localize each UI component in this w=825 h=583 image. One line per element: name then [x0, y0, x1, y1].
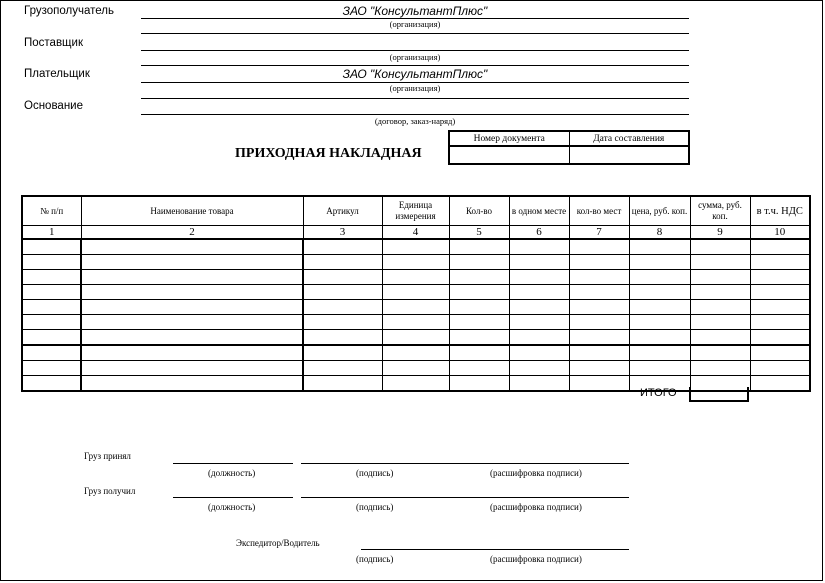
table-cell[interactable] — [629, 300, 690, 315]
col-header-num: № п/п — [22, 196, 81, 226]
col-number: 10 — [750, 226, 810, 240]
table-cell[interactable] — [303, 376, 382, 392]
col-number: 9 — [690, 226, 750, 240]
table-cell[interactable] — [303, 285, 382, 300]
table-cell[interactable] — [22, 270, 81, 285]
table-cell[interactable] — [303, 345, 382, 361]
driver-label: Экспедитор/Водитель — [236, 538, 320, 548]
table-row — [22, 239, 810, 255]
got-position-line[interactable] — [173, 497, 293, 498]
table-cell[interactable] — [81, 255, 303, 270]
table-cell[interactable] — [509, 255, 569, 270]
table-cell[interactable] — [22, 255, 81, 270]
received-signature-line[interactable] — [301, 463, 629, 464]
basis-label: Основание — [24, 100, 83, 112]
supplier-line-2 — [141, 65, 689, 66]
table-cell[interactable] — [382, 300, 449, 315]
table-cell[interactable] — [690, 239, 750, 255]
supplier-line — [141, 50, 689, 51]
table-cell[interactable] — [81, 345, 303, 361]
table-cell[interactable] — [509, 345, 569, 361]
page-title: ПРИХОДНАЯ НАКЛАДНАЯ — [235, 146, 422, 161]
supplier-label: Поставщик — [24, 37, 83, 49]
table-cell[interactable] — [81, 315, 303, 330]
table-cell[interactable] — [569, 300, 629, 315]
driver-signature-line[interactable] — [361, 549, 629, 550]
payer-hint: (организация) — [389, 83, 441, 93]
table-cell[interactable] — [629, 361, 690, 376]
got-position-hint: (должность) — [208, 502, 256, 512]
table-cell[interactable] — [509, 239, 569, 255]
table-cell[interactable] — [629, 315, 690, 330]
table-cell[interactable] — [509, 315, 569, 330]
table-cell[interactable] — [690, 315, 750, 330]
table-cell[interactable] — [303, 315, 382, 330]
payer-line-2 — [141, 98, 689, 99]
table-cell[interactable] — [449, 300, 509, 315]
total-label: ИТОГО — [640, 387, 677, 399]
col-header-vat: в т.ч. НДС — [750, 196, 810, 226]
received-position-hint: (должность) — [208, 468, 256, 478]
table-cell[interactable] — [449, 376, 509, 392]
table-cell[interactable] — [509, 285, 569, 300]
col-number: 5 — [449, 226, 509, 240]
basis-hint: (договор, заказ-наряд) — [374, 116, 456, 126]
col-number: 8 — [629, 226, 690, 240]
table-cell[interactable] — [449, 330, 509, 346]
col-header-places: кол-во мест — [569, 196, 629, 226]
table-cell[interactable] — [629, 255, 690, 270]
driver-signature-hint: (подпись) — [356, 554, 394, 564]
total-field[interactable] — [689, 387, 749, 402]
table-cell[interactable] — [449, 361, 509, 376]
consignee-line-2 — [141, 33, 689, 34]
table-cell[interactable] — [629, 270, 690, 285]
table-cell[interactable] — [690, 300, 750, 315]
column-numbers-row — [22, 226, 810, 240]
table-cell[interactable] — [22, 361, 81, 376]
table-cell[interactable] — [382, 330, 449, 346]
table-row — [22, 255, 810, 270]
table-cell[interactable] — [22, 239, 81, 255]
table-cell[interactable] — [22, 285, 81, 300]
payer-value[interactable]: ЗАО "КонсультантПлюс" — [342, 67, 488, 81]
table-cell[interactable] — [750, 239, 810, 255]
table-row — [22, 345, 810, 361]
table-cell[interactable] — [303, 255, 382, 270]
table-cell[interactable] — [569, 315, 629, 330]
table-cell[interactable] — [449, 239, 509, 255]
table-cell[interactable] — [81, 239, 303, 255]
table-cell[interactable] — [569, 285, 629, 300]
doc-info-table — [448, 130, 690, 165]
table-cell[interactable] — [81, 330, 303, 346]
table-cell[interactable] — [22, 330, 81, 346]
table-cell[interactable] — [81, 285, 303, 300]
table-row — [22, 361, 810, 376]
table-cell[interactable] — [449, 270, 509, 285]
table-cell[interactable] — [629, 345, 690, 361]
received-decode-hint: (расшифровка подписи) — [490, 468, 582, 478]
table-cell[interactable] — [449, 345, 509, 361]
table-cell[interactable] — [750, 361, 810, 376]
table-row — [22, 270, 810, 285]
table-cell[interactable] — [690, 345, 750, 361]
table-header-row — [22, 196, 810, 226]
table-cell[interactable] — [22, 315, 81, 330]
supplier-hint: (организация) — [389, 52, 441, 62]
table-cell[interactable] — [449, 255, 509, 270]
table-cell[interactable] — [750, 345, 810, 361]
table-cell[interactable] — [382, 285, 449, 300]
table-cell[interactable] — [22, 300, 81, 315]
table-cell[interactable] — [382, 345, 449, 361]
table-cell[interactable] — [303, 330, 382, 346]
table-row — [22, 300, 810, 315]
table-cell[interactable] — [303, 270, 382, 285]
col-header-name: Наименование товара — [81, 196, 303, 226]
got-signature-hint: (подпись) — [356, 502, 394, 512]
col-header-per-place: в одном месте — [509, 196, 569, 226]
consignee-hint: (организация) — [389, 19, 441, 29]
goods-table — [21, 195, 811, 392]
table-cell[interactable] — [382, 361, 449, 376]
payer-label: Плательщик — [24, 68, 90, 80]
col-number: 7 — [569, 226, 629, 240]
table-cell[interactable] — [750, 285, 810, 300]
got-decode-hint: (расшифровка подписи) — [490, 502, 582, 512]
table-cell[interactable] — [449, 285, 509, 300]
table-cell[interactable] — [509, 270, 569, 285]
table-cell[interactable] — [569, 270, 629, 285]
got-label: Груз получил — [84, 486, 136, 496]
table-cell[interactable] — [303, 361, 382, 376]
table-cell[interactable] — [569, 376, 629, 392]
table-cell[interactable] — [382, 315, 449, 330]
table-cell[interactable] — [81, 361, 303, 376]
table-cell[interactable] — [690, 330, 750, 346]
col-header-qty: Кол-во — [449, 196, 509, 226]
col-number: 1 — [22, 226, 81, 240]
table-cell[interactable] — [509, 300, 569, 315]
col-number: 6 — [509, 226, 569, 240]
table-cell[interactable] — [629, 285, 690, 300]
table-cell[interactable] — [81, 270, 303, 285]
table-cell[interactable] — [750, 270, 810, 285]
col-number: 4 — [382, 226, 449, 240]
col-header-article: Артикул — [303, 196, 382, 226]
table-cell[interactable] — [569, 361, 629, 376]
basis-line — [141, 114, 689, 115]
col-header-unit: Единица измерения — [382, 196, 449, 226]
table-cell[interactable] — [81, 376, 303, 392]
table-cell[interactable] — [382, 255, 449, 270]
table-cell[interactable] — [690, 361, 750, 376]
doc-number-field[interactable] — [449, 146, 569, 164]
driver-decode-hint: (расшифровка подписи) — [490, 554, 582, 564]
table-cell[interactable] — [569, 239, 629, 255]
table-cell[interactable] — [690, 285, 750, 300]
table-cell[interactable] — [22, 345, 81, 361]
received-signature-hint: (подпись) — [356, 468, 394, 478]
table-cell[interactable] — [690, 270, 750, 285]
col-header-sum: сумма, руб. коп. — [690, 196, 750, 226]
table-cell[interactable] — [569, 345, 629, 361]
table-row — [22, 315, 810, 330]
table-cell[interactable] — [750, 315, 810, 330]
col-number: 3 — [303, 226, 382, 240]
table-row — [22, 330, 810, 346]
table-body — [22, 239, 810, 391]
table-cell[interactable] — [303, 239, 382, 255]
received-label: Груз принял — [84, 451, 131, 461]
table-cell[interactable] — [22, 376, 81, 392]
table-cell[interactable] — [303, 300, 382, 315]
got-signature-line[interactable] — [301, 497, 629, 498]
doc-date-field[interactable] — [569, 146, 689, 164]
table-cell[interactable] — [750, 376, 810, 392]
table-cell[interactable] — [509, 376, 569, 392]
col-number: 2 — [81, 226, 303, 240]
table-cell[interactable] — [509, 361, 569, 376]
table-cell[interactable] — [449, 315, 509, 330]
received-position-line[interactable] — [173, 463, 293, 464]
table-cell[interactable] — [382, 270, 449, 285]
col-header-price: цена, руб. коп. — [629, 196, 690, 226]
table-cell[interactable] — [569, 330, 629, 346]
table-cell[interactable] — [382, 376, 449, 392]
doc-date-header: Дата составления — [569, 131, 689, 146]
doc-number-header: Номер документа — [449, 131, 569, 146]
table-cell[interactable] — [750, 330, 810, 346]
consignee-value[interactable]: ЗАО "КонсультантПлюс" — [342, 4, 488, 18]
consignee-label: Грузополучатель — [24, 5, 114, 17]
table-cell[interactable] — [382, 239, 449, 255]
table-cell[interactable] — [750, 300, 810, 315]
table-cell[interactable] — [569, 255, 629, 270]
table-cell[interactable] — [629, 239, 690, 255]
table-cell[interactable] — [81, 300, 303, 315]
table-cell[interactable] — [750, 255, 810, 270]
table-row — [22, 285, 810, 300]
table-cell[interactable] — [690, 255, 750, 270]
table-cell[interactable] — [629, 330, 690, 346]
table-cell[interactable] — [509, 330, 569, 346]
